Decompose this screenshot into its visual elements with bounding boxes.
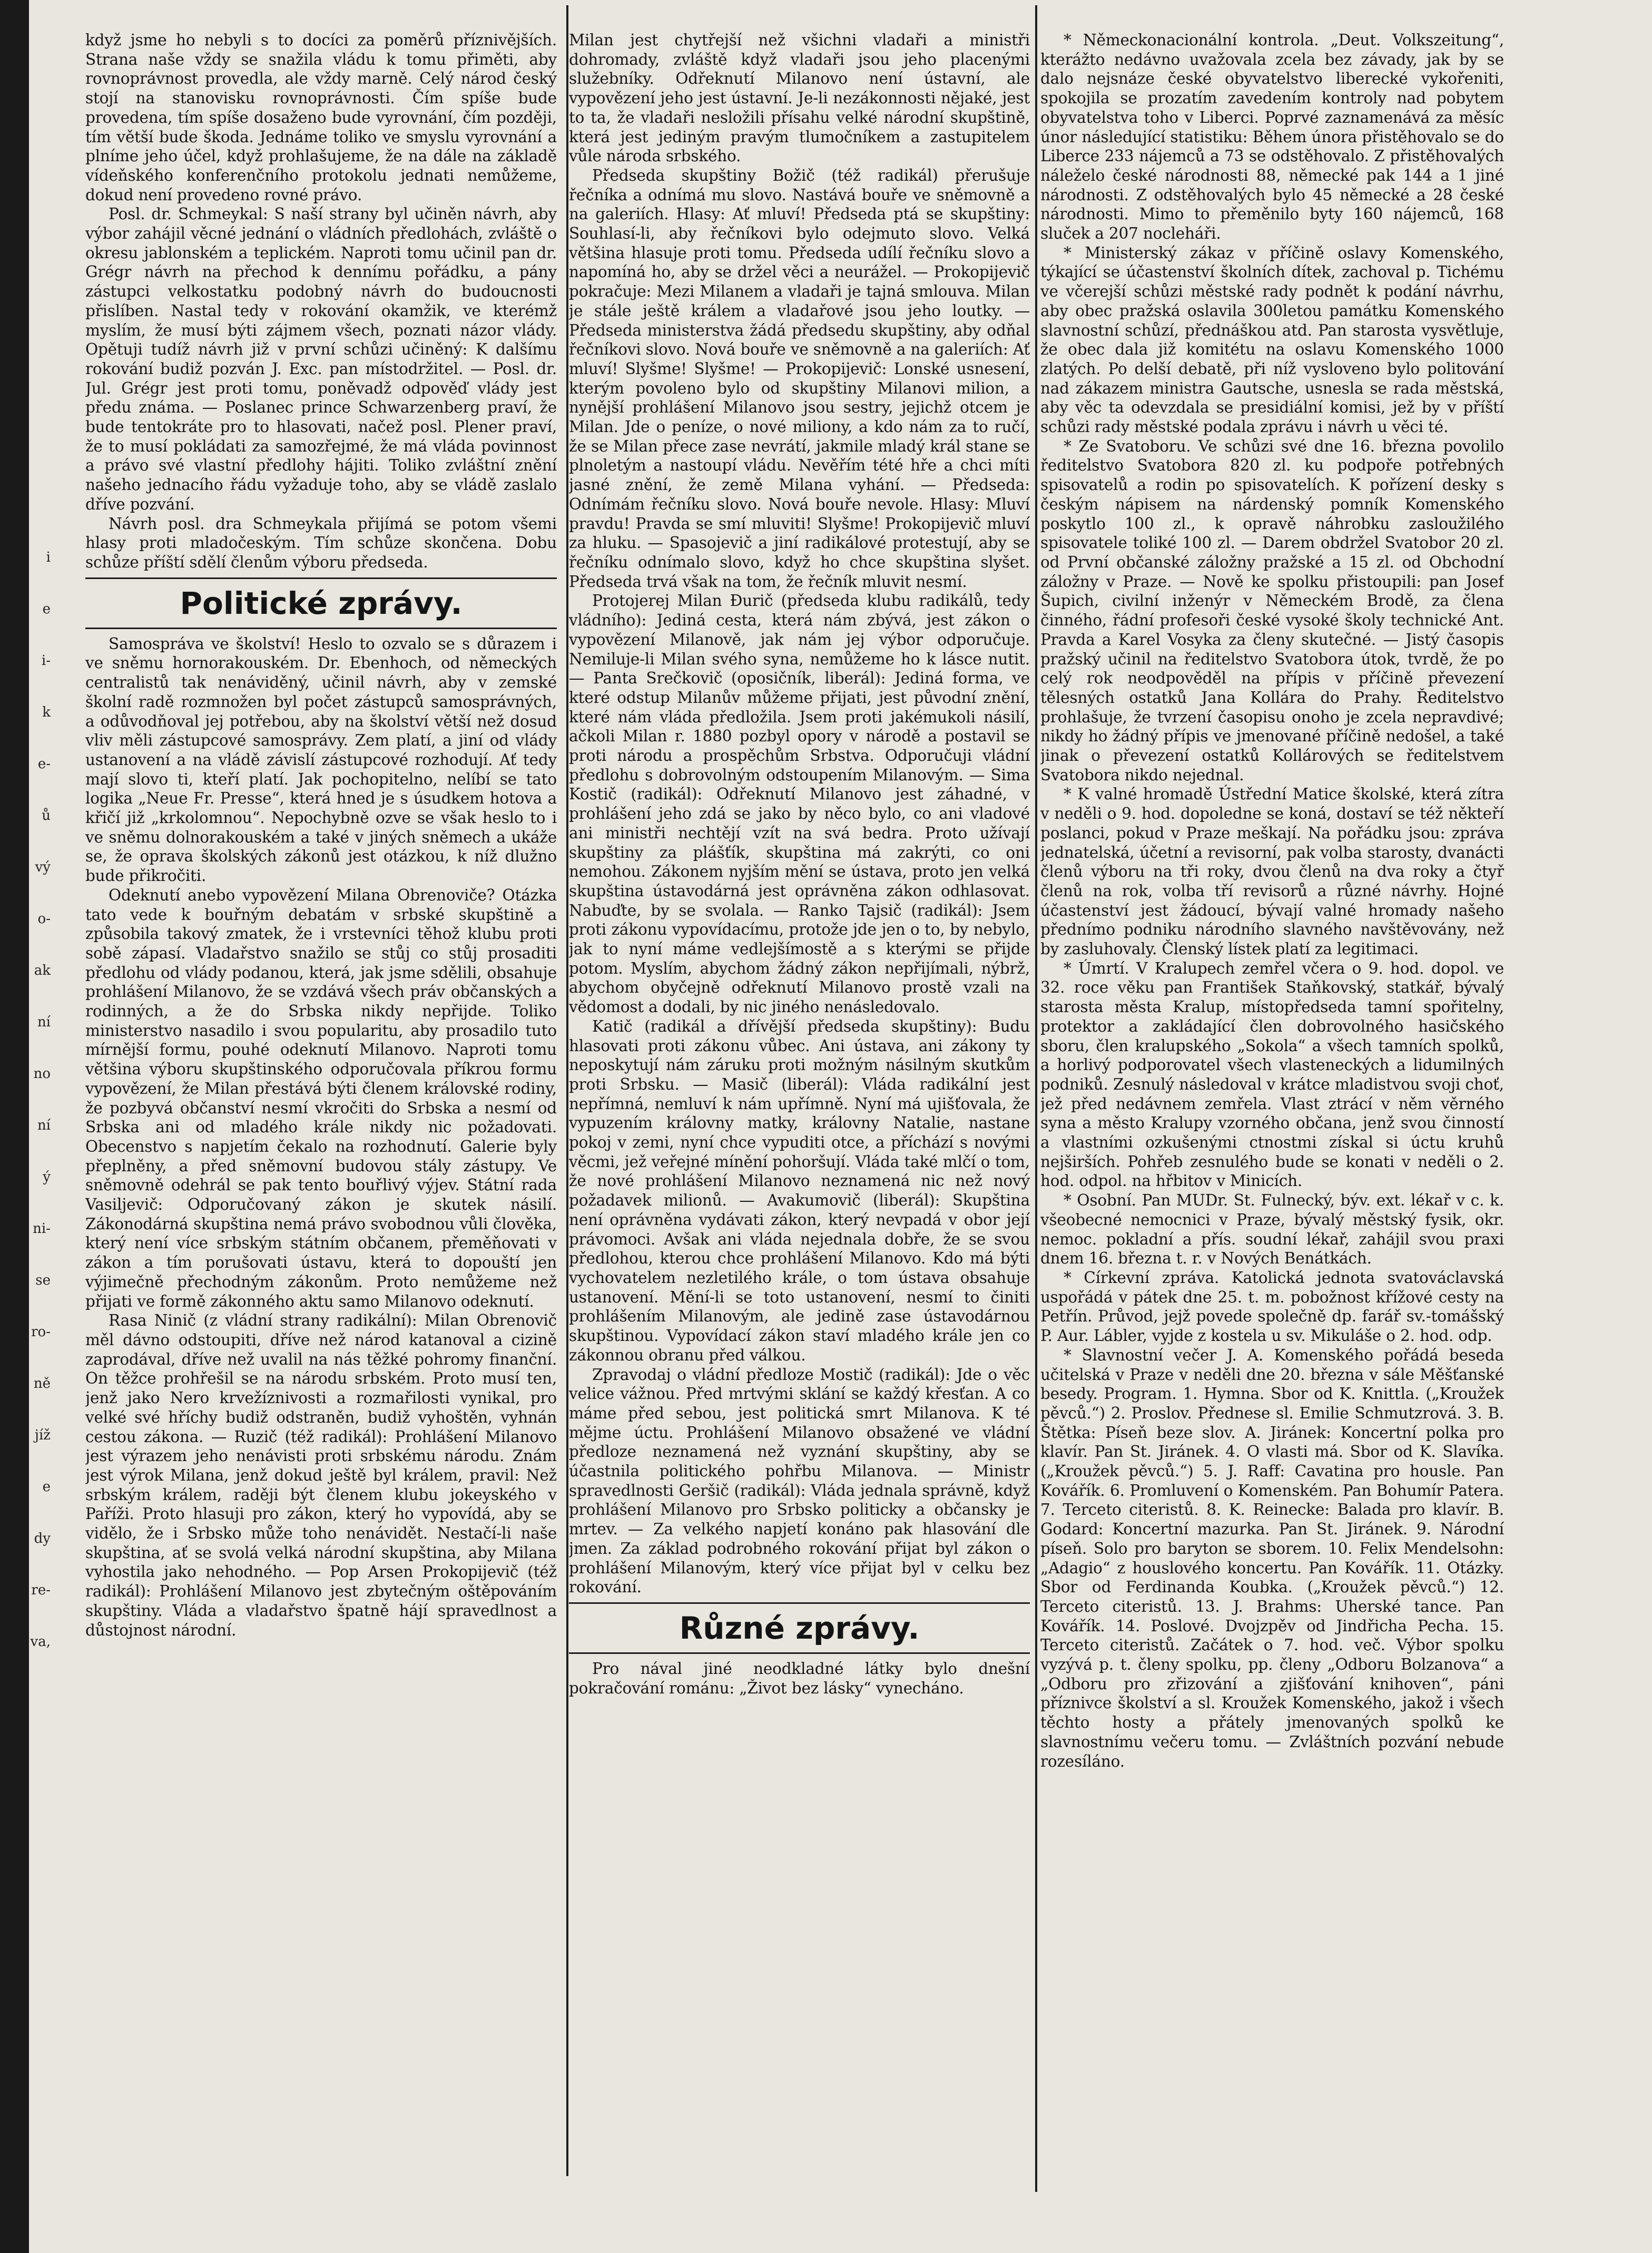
stub-fragment: i xyxy=(46,550,51,565)
column-1 xyxy=(85,31,557,2228)
article-paragraph: Milan jest chytřejší než všichni vladaři a ministři dohromady, zvláště když vladaři jsou jeho placenými služebníky. Odřeknutí Milanovo není ústavní, ale vypovězení jeho jest ústavní. Je-li nezákonnosti nějaké, jest to ta, že vladaři nesložili přísahu velké národní skupštině, která jest jediným pravým tlumočníkem a zastupitelem vůle národa srbského. xyxy=(569,31,1030,165)
stub-fragment: ý xyxy=(43,1169,51,1185)
left-column-fragment xyxy=(0,548,53,1707)
article-paragraph: Odeknutí anebo vypovězení Milana Obrenoviče? Otázka tato vede k bouřným debatám v srbské skupštině a způsobila takový zmatek, že i vrstevníci těhož klubu proti sobě zápasí. Vladařstvo snažilo se stůj co stůj prosaditi předlohu od vlády podanou, která, jak jsme sdělili, obsahuje prohlášení Milanovo, že se vzdává všech práv občanských a rodinných, a že do Srbska nikdy nepřijde. Toliko ministerstvo nasadilo i svou popularitu, aby prosadilo tuto mírnější formu, pouhé odeknutí Milanovo. Naproti tomu většina výboru skupštinského odporučovala příkrou formu vypovězení, že Milan přestává býti členem královské rodiny, že pozbyvá občanství nesmí vkročiti do Srbska a nesmí od Srbska ani od mladého krále nikdy nic požadovati. Obecenstvo s napjetím čekalo na rozhodnutí. Galerie byly přeplněny, a před sněmovní budovou stály zástupy. Ve sněmovně odehrál se pak tento bouřlivý výjev. Státní rada Vasiljevič: Odporučovaný zákon je skutek násilí. Zákonodárná skupština nemá právo svobodnou vůli člověka, který není více srbským státním občanem, přeměňovati v zákon a tím porušovati ústavu, která to dopouští jen výjimečně přechodným zákonům. Proto nemůžeme než přijati ve formě zákonného aktu samo Milanovo odeknutí. xyxy=(85,886,557,1310)
stub-fragment: vý xyxy=(35,859,51,875)
column-rule-2 xyxy=(1035,5,1037,2192)
article-paragraph: Samospráva ve školství! Heslo to ozvalo se s důrazem i ve sněmu hornorakouském. Dr. Ebenhoch, od německých centralistů tak nenáviděný, učinil návrh, aby v zemské školní radě rozmnožen byl počet zástupců samosprávných, a odůvodňoval jej potřebou, aby na školství větší než dosud vliv měli zástupcové samosprávy. Zem platí, a jiní od vlády ustanovení a na vládě závislí zástupcové rozhodují. Ať tedy mají slovo ti, kteří platí. Jak pochopitelno, nelíbí se tato logika „Neue Fr. Presse“, která hned je s úsudkem hotova a křičí již „krkolomnou“. Nepochybně ozve se však heslo to i ve sněmu dolnorakouském a také v jiných sněmech a ukáže se, že oprava školských zákonů jest otázkou, k níž dlužno bude přikročiti. xyxy=(85,634,557,885)
section-divider xyxy=(85,577,557,579)
stub-fragment: ak xyxy=(34,963,51,978)
stub-fragment: jíž xyxy=(34,1427,51,1443)
stub-fragment: va, xyxy=(30,1634,51,1650)
stub-fragment: ní xyxy=(37,1014,51,1030)
article-paragraph: Posl. dr. Schmeykal: S naší strany byl učiněn návrh, aby výbor zahájil věcné jednání o vládních předlohách, zvláště o okresu jablonském a teplickém. Naproti tomu učinil pan dr. Grégr návrh na přechod k dennímu pořádku, a pány zástupci velkostatku podobný návrh do budoucnosti přislíben. Nastal tedy v rokování okamžik, ve kterémž myslím, že musí býti zájmem všech, poznati názor vlády. Opětuji tudíž návrh již v první schůzi učiněný: K dalšímu rokování budiž pozván J. Exc. pan místodržitel. — Posl. dr. Jul. Grégr jest proti tomu, poněvadž odpověď vlády jest předu známa. — Poslanec prince Schwarzenberg praví, že bude tentokráte pro to hlasovati, načež posl. Plener praví, že to musí pokládati za samozřejmé, že má vláda povinnost a právo své vlastní předlohy hájiti. Toliko zvláštní znění našeho jednacího řádu vyžaduje toho, aby se vládě zaslalo dříve pozvání. xyxy=(85,205,557,513)
section-divider xyxy=(85,628,557,629)
stub-fragment: dy xyxy=(34,1531,51,1546)
stub-fragment: ů xyxy=(42,808,51,824)
article-paragraph: Předseda skupštiny Božič (též radikál) přerušuje řečníka a odnímá mu slovo. Nastává bouře ve sněmovně a na galeriích. Hlasy: Ať mluví! Předseda ptá se skupštiny: Souhlasí-li, aby řečníkovi bylo odejmuto slovo. Velká většina hlasuje proti tomu. Předseda udílí řečníku slovo a napomíná ho, aby se držel věci a neurážel. — Prokopijevič pokračuje: Mezi Milanem a vladaři je tajná smlouva. Milan je stále ještě králem a vladařové jsou jeho loutky. — Předseda ministerstva žádá předsedu skupštiny, aby odňal řečníkovi slovo. Nová bouře ve sněmovně a na galeriích: Ať mluví! Slyšme! Slyšme! — Prokopijevič: Lonské usnesení, kterým povoleno bylo od skupštiny Milanovi milion, a nynější prohlášení Milanovo jsou sestry, jejichž otcem je Milan. Jde o peníze, o nové miliony, a kdo nám za to ručí, že se Milan přece zase nevrátí, jakmile mladý král stane se plnoletým a nastoupí vládu. Nevěřím tété hře a chci míti jasné znění, že země Milana vyhání. — Předseda: Odnímám řečníku slovo. Nová bouře nevole. Hlasy: Mluví pravdu! Pravda se smí mluviti! Slyšme! Prokopijevič mluví za hluku. — Spasojevič a jiní radikálové protestují, aby se řečníku odnímalo slovo, když ho chce skupština slyšet. Předseda trvá však na tom, že řečník mluvit nesmí. xyxy=(569,166,1030,591)
stub-fragment: k xyxy=(42,704,51,720)
stub-fragment: ro- xyxy=(31,1324,51,1340)
stub-fragment: ni- xyxy=(33,1221,51,1237)
news-item: * Osobní. Pan MUDr. St. Fulnecký, býv. ext. lékař v c. k. všeobecné nemocnici v Praze, bývalý městský fysik, okr. nemoc. pokladní a přís. soudní lékař, zahájil svou praxi dnem 16. března t. r. v Nových Benátkách. xyxy=(1040,1191,1504,1268)
section-divider xyxy=(569,1652,1030,1654)
article-paragraph: když jsme ho nebyli s to docíci za poměrů příznivějších. Strana naše vždy se snažila vládu k tomu přiměti, aby rovnoprávnost provedla, ale vždy marně. Celý národ český stojí na stanovisku rovnoprávnosti. Čím spíše bude provedena, tím spíše dosaženo bude vyrovnání, čím později, tím větší bude škoda. Jednáme toliko ve smyslu vyrovnání a plníme jeho účel, když prohlašujeme, že na dále na základě vídeňského konferenčního protokolu jednati nemůžeme, dokud není provedeno rovné právo. xyxy=(85,31,557,204)
stub-fragment: e xyxy=(42,601,51,617)
stub-fragment: o- xyxy=(37,911,51,927)
article-paragraph: Zpravodaj o vládní předloze Mostič (radikál): Jde o věc velice vážnou. Před mrtvými sklání se každý křesťan. A co máme před sebou, jest politická smrt Milanova. K té mějme úctu. Prohlášení Milanovo obsažené ve vládní předloze neznamená než vyznání skupštiny, aby se účastnila politického pohřbu Milanova. — Ministr spravedlnosti Geršič (radikál): Vláda jednala správně, když prohlášení Milanovo pro Srbsko politicky a občansky je mrtev. — Za velkého napjetí konáno pak hlasování dle jmen. Za základ podrobného rokování přijat byl zákon o prohlášení Milanovým, který více přijat byl v celku bez rokování. xyxy=(569,1365,1030,1596)
stub-fragment: ně xyxy=(33,1376,51,1392)
stub-fragment: e xyxy=(42,1479,51,1495)
stub-fragment: e- xyxy=(37,756,51,772)
article-paragraph: Rasa Ninič (z vládní strany radikální): Milan Obrenovič měl dávno odstoupiti, dříve než národ katanoval a cizině zaprodával, dříve než uvalil na nás těžké pohromy finanční. On těžce prohřešil se na národu srbském. Proto musí ten, jenž jako Nero krvežíznivosti a rozmařilosti vynikal, pro velké své hříchy budiž odstraněn, budiž vyhoštěn, vyhnán cestou zákona. — Ruzič (též radikál): Prohlášení Milanovo jest výrazem jeho nenávisti proti srbskému národu. Znám jest výrok Milana, jenž dokud ještě byl králem, pravil: Než srbským králem, raději být členem klubu jokeyského v Paříži. Proto hlasuji pro zákon, který ho vypovídá, aby se vidělo, že i Srbsko může toho nenávidět. Nestačí-li naše skupština, ať se svolá velká národní skupština, aby Milana vyhostila jako nehodného. — Pop Arsen Prokopijevič (též radikál): Prohlášení Milanovo jest zbytečným oštěpováním skupštiny. Vláda a vladařstvo špatně hájí spravedlnost a důstojnost národní. xyxy=(85,1311,557,1639)
article-paragraph: Katič (radikál a dřívější předseda skupštiny): Budu hlasovati proti zákonu vůbec. Ani ústava, ani zákony ty neposkytují nám záruku proti možným násilným skutkům proti Srbsku. — Masič (liberál): Vláda radikální jest nepřímná, nemluví k nám upřímně. Nyní má ujišťovala, že vypuzením královny matky, královny Natalie, nastane pokoj v zemi, nyní chce vypuditi otce, a příchází s novými věcmi, jež veřejné mínění pohoršují. Vláda také mlčí o tom, že nové prohlášení Milanovo neznamená nic než nový požadavek milionů. — Avakumovič (liberál): Skupština není oprávněna vydávati zákon, který nevpadá v obor její právomoci. Avšak ani vláda nejednala dobře, že se svou předlohou, kterou chce prohlášení Milanovo. Kdo má býti vychovatelem nezletilého krále, o tom ústava obsahuje ustanovení. Mění-li se toto ustanovení, nesmí to činiti prohlášením Milanovým, ale jedině zase ústavodárnou skupštinou. Vypovídací zákon staví mladého krále jen co zákonnou obranu před válkou. xyxy=(569,1017,1030,1364)
stub-fragment: re- xyxy=(31,1582,51,1598)
news-item: * Německonacionální kontrola. „Deut. Volkszeitung“, kterážto nedávno uvažovala zcela bez závady, jak by se dalo nejsnáze české obyvatelstvo liberecké vykořeniti, spokojila se prozatím zavedením kontroly nad pobytem obyvatelstva toho v Liberci. Poprvé zaznamenává za měsíc únor následující statistiku: Během února přistěhovalo se do Liberce 233 nájemců a 73 se odstěhovalo. Z přistěhovalých náleželo české národnosti 88, německé pak 144 a 1 jiné národnosti. Z odstěhovalých bylo 45 německé a 28 české národnosti. Mimo to přeměnilo byty 160 nájemců, 168 sluček a 207 nocleháři. xyxy=(1040,31,1504,243)
stub-fragment: se xyxy=(35,1272,51,1288)
stub-fragment: no xyxy=(33,1066,51,1082)
section-heading: Různé zprávy. xyxy=(679,1610,920,1646)
article-paragraph: Pro nával jiné neodkladné látky bylo dnešní pokračování románu: „Život bez lásky“ vynecháno. xyxy=(569,1659,1030,1697)
article-paragraph: Protojerej Milan Đurič (předseda klubu radikálů, tedy vládního): Jediná cesta, která nám zbývá, jest zákon o vypovězení Milanově, jak nám jej výbor odporučuje. Nemiluje-li Milan svého syna, nemůžeme ho k lásce nutit. — Panta Srečkovič (oposičník, liberál): Jediná forma, ve které odstup Milanův můžeme přijati, jest původní znění, které nám vláda předložila. Jsem proti jakémukoli násilí, ačkoli Milan r. 1880 pozbyl opory v národě a postavil se proti národu a prospěchům Srbstva. Odporučuji vládní předlohu s dobrovolným odstoupením Milanovým. — Sima Kostič (radikál): Odřeknutí Milanovo jest záhadné, v prohlášení jeho zdá se jako by něco bylo, co ani vladové ani ministři nechtějí vzít na svá bedra. Proto užívají skupštiny za plášťík, skupština má zakrýti, co oni nemohou. Zákonem nyjším mění se ústava, proto jen velká skupština ústavodárná jest oprávněna zákon odhlasovat. Nabuďte, by se svolala. — Ranko Tajsič (radikál): Jsem proti zákonu vypovídacímu, protože jde jen o to, by nebylo, jak to nyní máme vedlejšímostě a s kterými se přijde potom. Myslím, abychom žádný zákon nepřijímali, nýbrž, abychom obyčejně odřeknutí Milanovo prostě vzali na vědomost a dodali, by nic jiného nenásledovalo. xyxy=(569,592,1030,1016)
news-item: * Církevní zpráva. Katolická jednota svatováclavská uspořádá v pátek dne 25. t. m. pobožnost křížové cesty na Petřín. Průvod, jejž povede společně dp. farář sv.-tomášský P. Aur. Lábler, vyjde z kostela u sv. Mikuláše o 2. hod. odp. xyxy=(1040,1269,1504,1345)
stub-fragment: ní xyxy=(37,1118,51,1133)
stub-fragment: i- xyxy=(41,653,51,669)
column-rule-1 xyxy=(566,5,568,2176)
news-item: * Slavnostní večer J. A. Komenského pořádá beseda učitelská v Praze v neděli dne 20. března v sále Měšťanské besedy. Program. 1. Hymna. Sbor od K. Knittla. („Kroužek pěvců.“) 2. Proslov. Přednese sl. Emilie Schmutzrová. 3. B. Štětka: Píseň beze slov. A. Jiránek: Koncertní polka pro klavír. Pan St. Jiránek. 4. O vlasti má. Sbor od K. Slavíka. („Kroužek pěvců.“) 5. J. Raff: Cavatina pro housle. Pan Kovářík. 6. Promluvení o Komenském. Pan Bohumír Patera. 7. Terceto citeristů. 8. K. Reinecke: Balada pro klavír. B. Godard: Koncertní mazurka. Pan St. Jiránek. 9. Národní píseň. Solo pro baryton se sborem. 10. Felix Mendelsohn: „Adagio“ z houslového koncertu. Pan Kovářík. 11. Otázky. Sbor od Ferdinanda Koubka. („Kroužek pěvců.“) 12. Terceto citeristů. 13. J. Brahms: Uherské tance. Pan Kovářík. 14. Poslové. Dvojzpěv od Jindřicha Pecha. 15. Terceto citeristů. Začátek o 7. hod. več. Výbor spolku vyzývá p. t. členy spolku, pp. členy „Odboru Bolzanova“ a „Odboru pro zřizování a zjišťování knihoven“, páni příznivce školství a sl. Kroužek Komenského, jakož i všech těchto hosty a přátely jmenovaných spolků ke slavnostnímu večeru tomu. — Zvláštních pozvání nebude rozesíláno. xyxy=(1040,1346,1504,1770)
section-heading: Politické zprávy. xyxy=(180,585,463,621)
news-item: * Ministerský zákaz v příčině oslavy Komenského, týkající se účastenství školních dítek, zachoval p. Tichému ve včerejší schůzi městské rady podnět k podání návrhu, aby obec pražská oslavila 300letou památku Komenského slavnostní schůzí, přednáškou atd. Pan starosta vysvětluje, že obec dala již komitétu na oslavu Komenského 1000 zlatých. Po delší debatě, při níž vysloveno bylo politování nad zákazem ministra Gautsche, usnesla se rada městská, aby věc ta odevzdala se presidiální komisi, jež by v příští schůzi rady městské podala zprávu i návrh u věci té. xyxy=(1040,243,1504,436)
news-item: * Ze Svatoboru. Ve schůzi své dne 16. března povolilo ředitelstvo Svatobora 820 zl. ku podpoře potřebných spisovatelů a rodin po spisovatelích. K pořízení desky s českým nápisem na nárdenský pomník Komenského poskytlo 100 zl., k opravě náhrobku zasloužilého spisovatele toliké 100 zl. — Darem obdržel Svatobor 20 zl. od První občanské záložny pražské a 15 zl. od Obchodní záložny v Praze. — Nově ke spolku přistoupili: pan Josef Šupich, civilní inženýr v Německém Brodě, za člena činného, řádní profesoři české vysoké školy technické Ant. Pravda a Karel Vosyka za členy skutečné. — Jistý časopis pražský učinil na ředitelstvo Svatobora útok, tvrdě, že po celý rok neodpověděl na přípis v příčině převezení tělesných ostatků Jana Kollára do Prahy. Ředitelstvo prohlašuje, že tvrzení časopisu onoho je zcela nepravdivé; nikdy ho žádný přípis ve jmenované příčině nedošel, a také jinak o převezení ostatků Kollárových se ředitelstvem Svatobora nikdo nejednal. xyxy=(1040,437,1504,784)
column-3 xyxy=(1040,31,1504,2228)
article-paragraph: Návrh posl. dra Schmeykala přijímá se potom všemi hlasy proti mladočeským. Tím schůze skončena. Dobu schůze příští sdělí členům výboru předseda. xyxy=(85,514,557,571)
section-divider xyxy=(569,1602,1030,1604)
news-item: * K valné hromadě Ústřední Matice školské, která zítra v neděli o 9. hod. dopoledne se koná, dostaví se též někteří poslanci, pokud v Praze meškají. Na pořádku jsou: zpráva jednatelská, účetní a revisorní, pak volba starosty, dvanácti členů výboru na tři roky, dvou členů na dva roky a čtyř členů na rok, volba tří revisorů a různé návrhy. Hojné účastenství jest žádoucí, bývají valné hromady našeho přednímo podniku národního slavného navštěvovány, než by zasluhovaly. Členský lístek platí za legitimaci. xyxy=(1040,785,1504,958)
news-item: * Úmrtí. V Kralupech zemřel včera o 9. hod. dopol. ve 32. roce věku pan František Staňkovský, statkář, bývalý starosta města Kralup, místopředseda tamní spořitelny, protektor a zakládající člen dobrovolného hasičského sboru, člen kralupského „Sokola“ a všech tamních spolků, a horlivý podporovatel všech vlasteneckých a lidumilných podniků. Zesnulý následoval v krátce mladistvou svoji choť, jež před nedávnem zemřela. Vlast ztrácí v něm věrného syna a město Kralupy vzorného občana, jenž svou činností a vlastními ozkušenými ctnostmi získal si úctu kruhů nejširších. Pohřeb zesnulého bude se konati v neděli o 2. hod. odpol. na hřbitov v Minicích. xyxy=(1040,959,1504,1190)
column-2 xyxy=(569,31,1030,2228)
